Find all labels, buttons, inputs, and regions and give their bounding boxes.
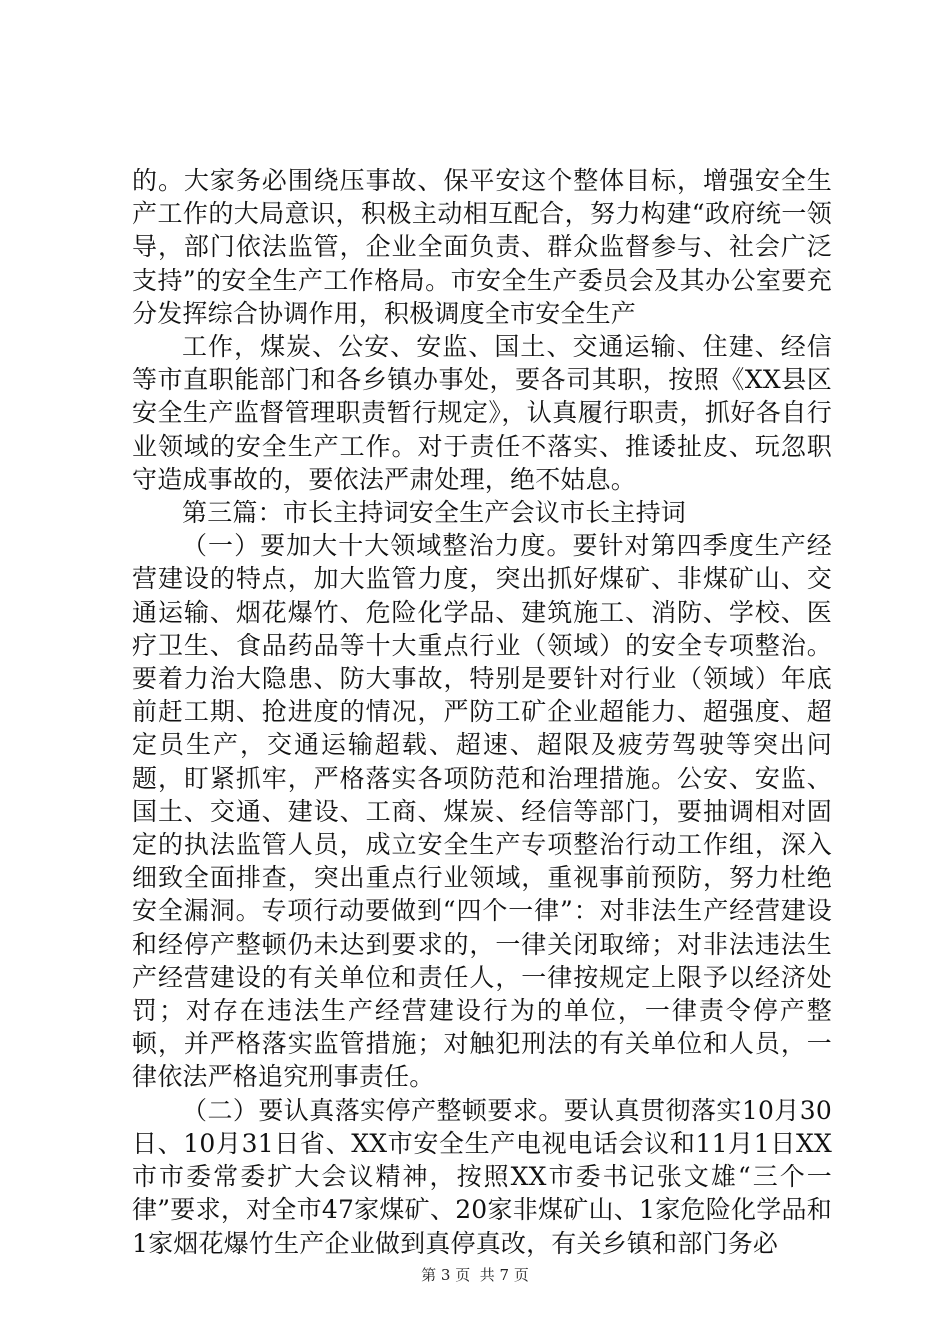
page-number-footer: 第 3 页 共 7 页 bbox=[421, 1266, 529, 1284]
section-heading: 第三篇：市长主持词安全生产会议市长主持词 bbox=[182, 498, 687, 528]
document-body bbox=[132, 164, 832, 1260]
paragraph-5: （二）要认真落实停产整顿要求。要认真贯彻落实10月30日、10月31日省、XX市安全生产电视电话会议和11月1日XX市市委常委扩大会议精神，按照XX市委书记张文雄“三个一律”要求，对全市47家煤矿、20家非煤矿山、1家危险化学品和1家烟花爆竹生产企业做到真停真改，有关乡镇和部门务必 bbox=[132, 1095, 832, 1258]
paragraph-1: 的。大家务必围绕压事故、保平安这个整体目标，增强安全生产工作的大局意识，积极主动相互配合，努力构建“政府统一领导，部门依法监管，企业全面负责、群众监督参与、社会广泛支持”的安全生产工作格局。市安全生产委员会及其办公室要充分发挥综合协调作用，积极调度全市安全生产 bbox=[132, 166, 832, 328]
paragraph-2: 工作，煤炭、公安、安监、国土、交通运输、住建、经信等市直职能部门和各乡镇办事处，要各司其职，按照《XX县区安全生产监督管理职责暂行规定》，认真履行职责，抓好各自行业领域的安全生产工作。对于责任不落实、推诿扯皮、玩忽职守造成事故的，要依法严肃处理，绝不姑息。 bbox=[132, 332, 832, 494]
paragraph-4: （一）要加大十大领域整治力度。要针对第四季度生产经营建设的特点，加大监管力度，突出抓好煤矿、非煤矿山、交通运输、烟花爆竹、危险化学品、建筑施工、消防、学校、医疗卫生、食品药品等十大重点行业（领域）的安全专项整治。要着力治大隐患、防大事故，特别是要针对行业（领域）年底前赶工期、抢进度的情况，严防工矿企业超能力、超强度、超定员生产，交通运输超载、超速、超限及疲劳驾驶等突出问题，盯紧抓牢，严格落实各项防范和治理措施。公安、安监、国土、交通、建设、工商、煤炭、经信等部门，要抽调相对固定的执法监管人员，成立安全生产专项整治行动工作组，深入细致全面排查，突出重点行业领域，重视事前预防，努力杜绝安全漏洞。专项行动要做到“四个一律”：对非法生产经营建设和经停产整顿仍未达到要求的，一律关闭取缔；对非法违法生产经营建设的有关单位和责任人，一律按规定上限予以经济处罚；对存在违法生产经营建设行为的单位，一律责令停产整顿，并严格落实监管措施；对触犯刑法的有关单位和人员，一律依法严格追究刑事责任。 bbox=[132, 531, 832, 1092]
